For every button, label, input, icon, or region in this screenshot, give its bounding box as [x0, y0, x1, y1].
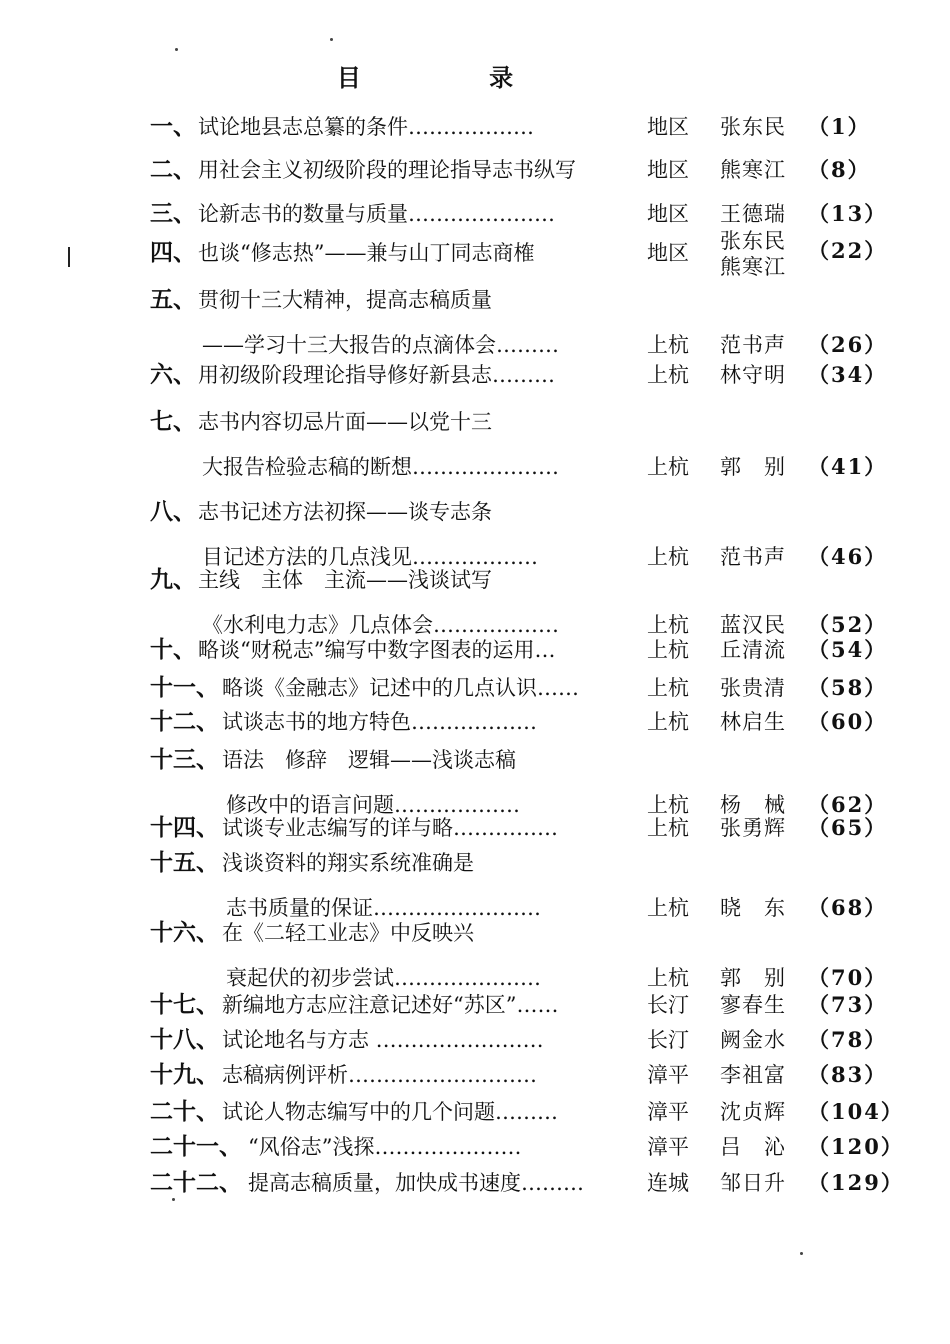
entry-region: 上杭: [647, 676, 689, 700]
entry-number: 二十一、: [150, 1133, 242, 1160]
speck: [800, 1252, 803, 1255]
entry-number: 一、: [150, 113, 196, 140]
entry-title-cont: 目记述方法的几点浅见………………: [202, 545, 538, 569]
entry-author: 范书声: [720, 333, 786, 357]
toc-entry: [0, 635, 950, 663]
entry-title-cont: 衰起伏的初步尝试…………………: [226, 966, 541, 990]
entry-region: 地区: [647, 158, 689, 182]
entry-title: 试论人物志编写中的几个问题………: [222, 1100, 558, 1124]
entry-author: 阙金水: [720, 1028, 786, 1052]
entry-title: 试论地县志总纂的条件………………: [198, 115, 534, 139]
entry-title-cont: 《水利电力志》几点体会………………: [202, 613, 559, 637]
toc-entry: [0, 285, 950, 357]
toc-entry: [0, 112, 950, 140]
entry-number: 十五、: [150, 849, 219, 876]
entry-author: 郭 别: [720, 455, 786, 479]
entry-region: 地区: [647, 241, 689, 265]
entry-title-cont: 修改中的语言问题………………: [226, 793, 520, 817]
entry-author-2: 熊寒江: [720, 255, 786, 279]
entry-number: 七、: [150, 408, 196, 435]
entry-number: 十、: [150, 636, 196, 663]
entry-title: 在《二轻工业志》中反映兴: [222, 921, 474, 945]
entry-page: （60）: [808, 709, 888, 734]
entry-title: 论新志书的数量与质量…………………: [198, 202, 555, 226]
speck: [330, 38, 333, 41]
toc-entry: [0, 1168, 950, 1196]
entry-number: 十七、: [150, 991, 219, 1018]
entry-page: （46）: [808, 544, 888, 569]
entry-number: 十九、: [150, 1061, 219, 1088]
entry-author: 李祖富: [720, 1063, 786, 1087]
entry-region: 上杭: [647, 793, 689, 817]
entry-title: “风俗志”浅探…………………: [248, 1135, 522, 1159]
entry-page: （13）: [808, 201, 888, 226]
toc-entry: [0, 848, 950, 920]
speck: [175, 48, 178, 51]
entry-region: 长汀: [647, 1028, 689, 1052]
entry-title: 略谈“财税志”编写中数字图表的运用…: [198, 638, 556, 662]
entry-author: 熊寒江: [720, 158, 786, 182]
entry-region: 漳平: [647, 1135, 689, 1159]
entry-title: 贯彻十三大精神，提高志稿质量: [198, 288, 492, 312]
entry-region: 上杭: [647, 545, 689, 569]
toc-entry: [0, 673, 950, 701]
entry-number: 十一、: [150, 674, 219, 701]
entry-author: 林启生: [720, 710, 786, 734]
entry-region: 漳平: [647, 1100, 689, 1124]
entry-region: 长汀: [647, 993, 689, 1017]
entry-region: 上杭: [647, 363, 689, 387]
entry-page: （54）: [808, 637, 888, 662]
entry-page: （1）: [808, 114, 871, 139]
entry-author: 寥春生: [720, 993, 786, 1017]
entry-title: 略谈《金融志》记述中的几点认识……: [222, 676, 579, 700]
entry-title: 新编地方志应注意记述好“苏区”……: [222, 993, 559, 1017]
entry-number: 二十、: [150, 1098, 219, 1125]
speck: [172, 1198, 175, 1201]
entry-number: 三、: [150, 200, 196, 227]
entry-title-cont: 大报告检验志稿的断想…………………: [202, 455, 559, 479]
entry-title: 提高志稿质量，加快成书速度………: [248, 1171, 584, 1195]
toc-entry: [0, 1132, 950, 1160]
entry-author: 张东民: [720, 115, 786, 139]
entry-page: （120）: [808, 1134, 904, 1159]
entry-region: 地区: [647, 202, 689, 226]
entry-title: 志书记述方法初探——谈专志条: [198, 500, 492, 524]
toc-entry: [0, 407, 950, 479]
entry-number: 十二、: [150, 708, 219, 735]
margin-mark: [68, 247, 70, 267]
entry-number: 六、: [150, 361, 196, 388]
entry-number: 十六、: [150, 919, 219, 946]
entry-author: 郭 别: [720, 966, 786, 990]
toc-entry: [0, 1060, 950, 1088]
entry-page: （83）: [808, 1062, 888, 1087]
entry-author: 邹日升: [720, 1171, 786, 1195]
entry-author: 张贵清: [720, 676, 786, 700]
entry-author: 范书声: [720, 545, 786, 569]
entry-title: 志书内容切忌片面——以党十三: [198, 410, 492, 434]
entry-page: （73）: [808, 992, 888, 1017]
entry-title: 试谈志书的地方特色………………: [222, 710, 537, 734]
entry-number: 十八、: [150, 1026, 219, 1053]
toc-entry: [0, 360, 950, 388]
entry-title: 用社会主义初级阶段的理论指导志书纵写: [198, 158, 576, 182]
toc-entry: [0, 155, 950, 183]
toc-entry: [0, 1025, 950, 1053]
entry-title: 用初级阶段理论指导修好新县志………: [198, 363, 555, 387]
entry-region: 上杭: [647, 966, 689, 990]
entry-region: 地区: [647, 115, 689, 139]
entry-region: 上杭: [647, 455, 689, 479]
entry-number: 十三、: [150, 746, 219, 773]
toc-entry: [0, 497, 950, 569]
entry-author: 蓝汉民: [720, 613, 786, 637]
entry-number: 八、: [150, 498, 196, 525]
entry-title: 试谈专业志编写的详与略……………: [222, 816, 558, 840]
entry-title: 语法 修辞 逻辑——浅谈志稿: [222, 748, 516, 772]
entry-page: （104）: [808, 1099, 904, 1124]
entry-page: （129）: [808, 1170, 904, 1195]
entry-number: 九、: [150, 566, 196, 593]
entry-title: 试论地名与方志 ……………………: [222, 1028, 544, 1052]
entry-page: （8）: [808, 157, 871, 182]
entry-number: 四、: [150, 239, 196, 266]
toc-entry: [0, 990, 950, 1018]
entry-page: （78）: [808, 1027, 888, 1052]
toc-entry: [0, 199, 950, 227]
entry-title: 志稿病例评析………………………: [222, 1063, 537, 1087]
toc-entry: [0, 565, 950, 637]
entry-region: 上杭: [647, 333, 689, 357]
entry-number: 五、: [150, 286, 196, 313]
entry-page: （22）: [808, 238, 888, 263]
entry-region: 上杭: [647, 638, 689, 662]
entry-region: 上杭: [647, 896, 689, 920]
entry-region: 上杭: [647, 613, 689, 637]
entry-page: （52）: [808, 612, 888, 637]
entry-title: 浅谈资料的翔实系统准确是: [222, 851, 474, 875]
toc-entry: [0, 813, 950, 841]
entry-author: 丘清流: [720, 638, 786, 662]
entry-title: 主线 主体 主流——浅谈试写: [198, 568, 492, 592]
entry-author: 张东民: [720, 229, 786, 253]
entry-region: 上杭: [647, 816, 689, 840]
entry-author: 张勇辉: [720, 816, 786, 840]
entry-author: 王德瑞: [720, 202, 786, 226]
toc-entry: [0, 229, 950, 279]
toc-entry: [0, 745, 950, 817]
entry-page: （70）: [808, 965, 888, 990]
toc-entry: [0, 1097, 950, 1125]
entry-author: 吕 沁: [720, 1135, 786, 1159]
entry-page: （34）: [808, 362, 888, 387]
entry-region: 上杭: [647, 710, 689, 734]
toc-entry: [0, 707, 950, 735]
entry-number: 二十二、: [150, 1169, 242, 1196]
entry-title: 也谈“修志热”——兼与山丁同志商榷: [198, 241, 535, 265]
entry-author: 晓 东: [720, 896, 786, 920]
toc-entry: [0, 918, 950, 990]
entry-number: 二、: [150, 156, 196, 183]
entry-author: 林守明: [720, 363, 786, 387]
entry-page: （58）: [808, 675, 888, 700]
entry-page: （26）: [808, 332, 888, 357]
entry-page: （41）: [808, 454, 888, 479]
entry-author: 杨 械: [720, 793, 786, 817]
entry-page: （65）: [808, 815, 888, 840]
entry-number: 十四、: [150, 814, 219, 841]
entry-page: （68）: [808, 895, 888, 920]
entry-region: 漳平: [647, 1063, 689, 1087]
page-title: 目 录: [336, 63, 574, 92]
entry-page: （62）: [808, 792, 888, 817]
entry-region: 连城: [647, 1171, 689, 1195]
entry-author: 沈贞辉: [720, 1100, 786, 1124]
entry-title-cont: 志书质量的保证……………………: [226, 896, 541, 920]
entry-title-cont: ——学习十三大报告的点滴体会………: [202, 333, 559, 357]
